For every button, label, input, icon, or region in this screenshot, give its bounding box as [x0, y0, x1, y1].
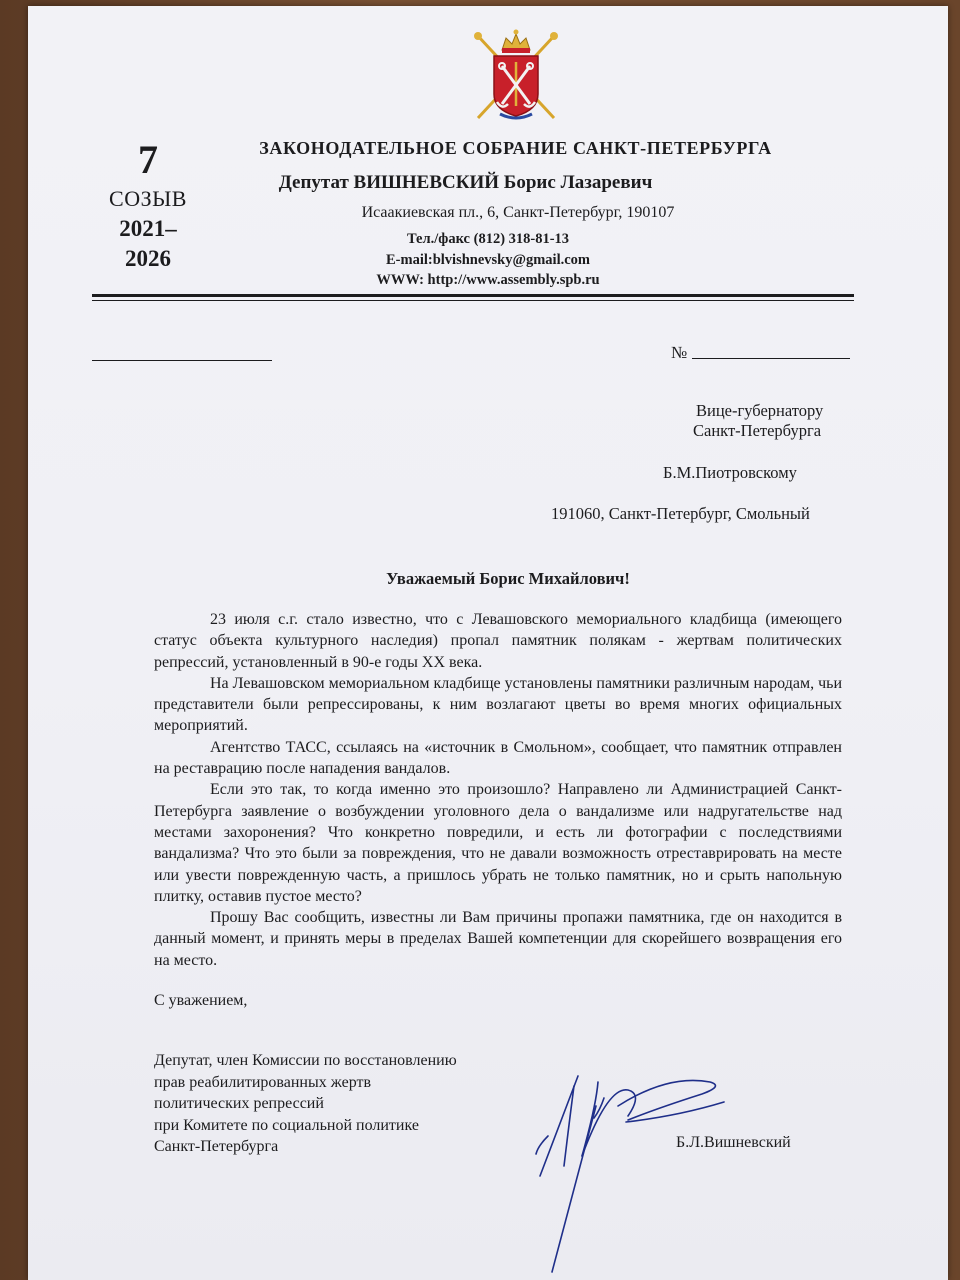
convocation-years-end: 2026 [125, 246, 171, 271]
body-paragraph: Прошу Вас сообщить, известны ли Вам причины пропажи памятника, где он находится в данный момент, и принять меры в пределах Вашей компетенции для скорейшего возвращения его на место. [154, 909, 842, 969]
convocation-years-start: 2021– [119, 216, 177, 241]
saint-petersburg-coat-of-arms-icon [470, 26, 562, 122]
office-address: Исаакиевская пл., 6, Санкт-Петербург, 190107 [361, 204, 675, 221]
letter-body [154, 609, 842, 971]
header-divider-thick [92, 294, 854, 297]
body-paragraph: 23 июля с.г. стало известно, что с Левашовского мемориального кладбища (имеющего статус объекта культурного наследия) пропал памятник полякам - жертвам политических репрессий, установленный в 90-е годы XX века. [154, 611, 842, 671]
signer-position-line: Санкт-Петербурга [154, 1138, 279, 1155]
recipient-address: 191060, Санкт-Петербург, Смольный [551, 504, 810, 523]
reference-number-label: № [671, 343, 688, 362]
signer-position-line: прав реабилитированных жертв [154, 1073, 372, 1091]
phone-fax: Тел./факс (812) 318-81-13 [406, 231, 570, 247]
signer-position-line: политических репрессий [154, 1095, 324, 1112]
recipient-city: Санкт-Петербурга [693, 421, 822, 440]
convocation-label: СОЗЫВ [109, 186, 187, 211]
reference-number-blank-line [692, 358, 850, 359]
letter-page [28, 6, 948, 1280]
convocation-block [88, 136, 208, 274]
date-blank-line [92, 360, 272, 361]
convocation-number: 7 [138, 137, 158, 182]
email-address: E-mail:blvishnevsky@gmail.com [385, 252, 590, 268]
salutation: Уважаемый Борис Михайлович! [386, 569, 630, 588]
handwritten-signature [478, 1046, 738, 1276]
closing: С уважением, [154, 992, 248, 1009]
body-paragraph: Если это так, то когда именно это произошло? Направлено ли Администрацией Санкт-Петербурга заявление о возбуждении уголовного дела о вандализме или надругательстве над местами захоронения? Что конкретно повредили, и есть ли фотографии с последствиями вандализма? Что это были за повреждения, что не давали возможность отреставрировать на месте или увести поврежденную часть, а пришлось убрать не только памятник, но и срыть напольную плитку, оставив пустое место? [154, 781, 842, 905]
body-paragraph: Агентство ТАСС, ссылаясь на «источник в Смольном», сообщает, что памятник отправлен на реставрацию после нападения вандалов. [154, 738, 842, 778]
signer-name: Б.Л.Вишневский [676, 1134, 791, 1151]
website-address: WWW: http://www.assembly.spb.ru [376, 272, 600, 288]
signer-position-line: Депутат, член Комиссии по восстановлению [154, 1052, 457, 1069]
signer-position [154, 1050, 457, 1158]
recipient-name: Б.М.Пиотровскому [663, 463, 797, 482]
header-divider-thin [92, 300, 854, 301]
body-paragraph: На Левашовском мемориальном кладбище установлены памятники различным народам, чьи представители были репрессированы, к ним возлагают цветы во время многих официальных мероприятий. [154, 674, 842, 735]
recipient-title: Вице-губернатору [696, 401, 824, 420]
deputy-name: Депутат ВИШНЕВСКИЙ Борис Лазаревич [278, 172, 653, 193]
organization-name: ЗАКОНОДАТЕЛЬНОЕ СОБРАНИЕ САНКТ-ПЕТЕРБУРГА [259, 138, 772, 158]
signer-position-line: при Комитете по социальной политике [154, 1116, 419, 1134]
